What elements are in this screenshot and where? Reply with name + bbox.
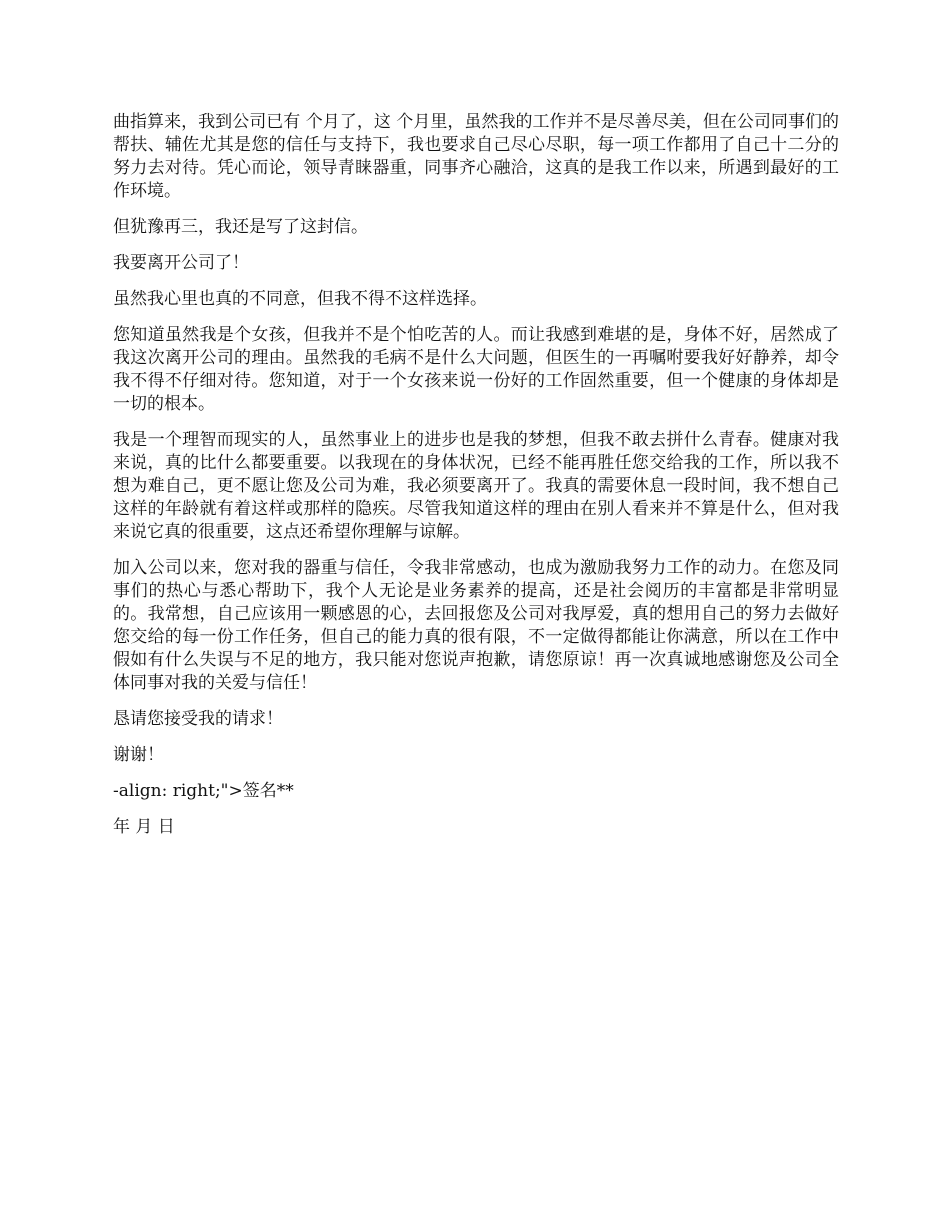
date-line: 年 月 日	[113, 817, 175, 837]
paragraph-hesitation: 但犹豫再三，我还是写了这封信。	[113, 217, 368, 237]
letter-body	[113, 111, 839, 852]
signature-line: -align: right;">签名**	[113, 781, 294, 801]
paragraph-intro: 曲指算来，我到公司已有 个月了，这 个月里，虽然我的工作并不是尽善尽美，但在公司同事们的帮扶、辅佐尤其是您的信任与支持下，我也要求自己尽心尽职，每一项工作都用了自己十二分的努力去对待。凭心而论，领导青睐器重，同事齐心融洽，这真的是我工作以来，所遇到最好的工作环境。	[113, 112, 839, 201]
paragraph-choice: 虽然我心里也真的不同意，但我不得不这样选择。	[113, 289, 487, 309]
paragraph-request: 恳请您接受我的请求！	[113, 709, 283, 729]
paragraph-thanks: 谢谢！	[113, 745, 164, 765]
paragraph-health: 您知道虽然我是个女孩，但我并不是个怕吃苦的人。而让我感到难堪的是，身体不好，居然成了我这次离开公司的理由。虽然我的毛病不是什么大问题，但医生的一再嘱咐要我好好静养，却令我不得不仔细对待。您知道，对于一个女孩来说一份好的工作固然重要，但一个健康的身体却是一切的根本。	[113, 325, 839, 414]
paragraph-leaving: 我要离开公司了！	[113, 253, 249, 273]
paragraph-gratitude: 加入公司以来，您对我的器重与信任，令我非常感动，也成为激励我努力工作的动力。在您及同事们的热心与悉心帮助下，我个人无论是业务素养的提高，还是社会阅历的丰富都是非常明显的。我常想，自己应该用一颗感恩的心，去回报您及公司对我厚爱，真的想用自己的努力去做好您交给的每一份工作任务，但自己的能力真的很有限，不一定做得都能让你满意，所以在工作中假如有什么失误与不足的地方，我只能对您说声抱歉，请您原谅！再一次真诚地感谢您及公司全体同事对我的关爱与信任！	[113, 558, 839, 693]
paragraph-reason: 我是一个理智而现实的人，虽然事业上的进步也是我的梦想，但我不敢去拼什么青春。健康对我来说，真的比什么都要重要。以我现在的身体状况，已经不能再胜任您交给我的工作，所以我不想为难自己，更不愿让您及公司为难，我必须要离开了。我真的需要休息一段时间，我不想自己这样的年龄就有着这样或那样的隐疾。尽管我知道这样的理由在别人看来并不算是什么，但对我来说它真的很重要，这点还希望你理解与谅解。	[113, 430, 839, 542]
